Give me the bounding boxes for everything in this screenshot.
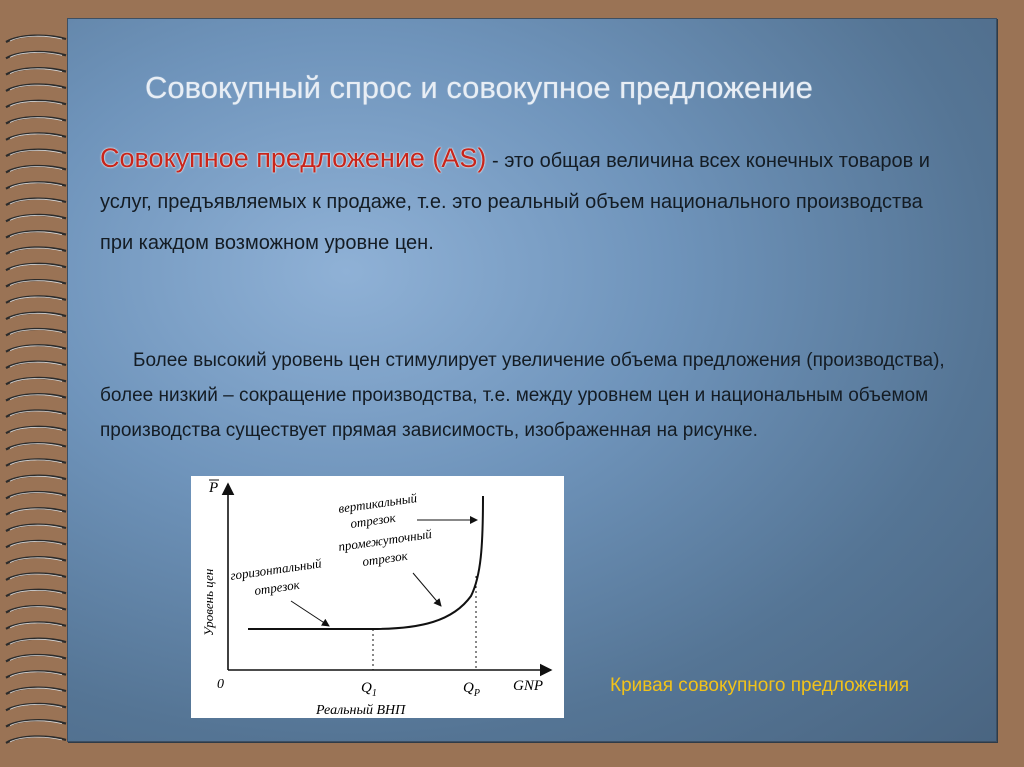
y-axis-label: Уровень цен (201, 568, 216, 636)
q1-label: $Q_1$ (361, 680, 377, 699)
intermediate-pointer (413, 573, 441, 606)
vertical-label-1: вертикальный (337, 490, 418, 516)
qp-label: $Q_P$ (463, 680, 480, 699)
supply-curve-figure (191, 476, 564, 718)
slide-title: Совокупный спрос и совокупное предложение (145, 70, 813, 105)
definition-paragraph (100, 138, 950, 264)
y-axis-symbol: P (209, 480, 219, 496)
x-axis-label: Реальный ВНП (316, 703, 406, 718)
origin-label: 0 (217, 677, 224, 692)
explanation-paragraph: Более высокий уровень цен стимулирует увеличение объема предложения (производства), более низкий – сокращение производства, т.е. между уровнем цен и национальным объемом производства существует прямая зависимость, изображенная на рисунке. (100, 350, 945, 441)
definition-text: - это общая величина всех конечных товаров и услуг, предъявляемых к продаже, т.е. это реальный объем национального производства при каждом возможном уровне цен. (100, 150, 930, 254)
term-highlight: Совокупное предложение (AS) (100, 143, 487, 173)
figure-caption: Кривая совокупного предложения (610, 675, 910, 696)
spiral-binding (0, 30, 70, 750)
horizontal-pointer (291, 601, 329, 626)
vertical-label-2: отрезок (349, 509, 397, 531)
supply-curve-graph (191, 476, 564, 718)
x-axis-symbol: GNP (513, 678, 543, 694)
horizontal-label-1: горизонтальный (229, 555, 323, 583)
intermediate-label-1: промежуточный (337, 526, 433, 554)
horizontal-label-2: отрезок (253, 576, 301, 598)
intermediate-label-2: отрезок (361, 547, 409, 569)
